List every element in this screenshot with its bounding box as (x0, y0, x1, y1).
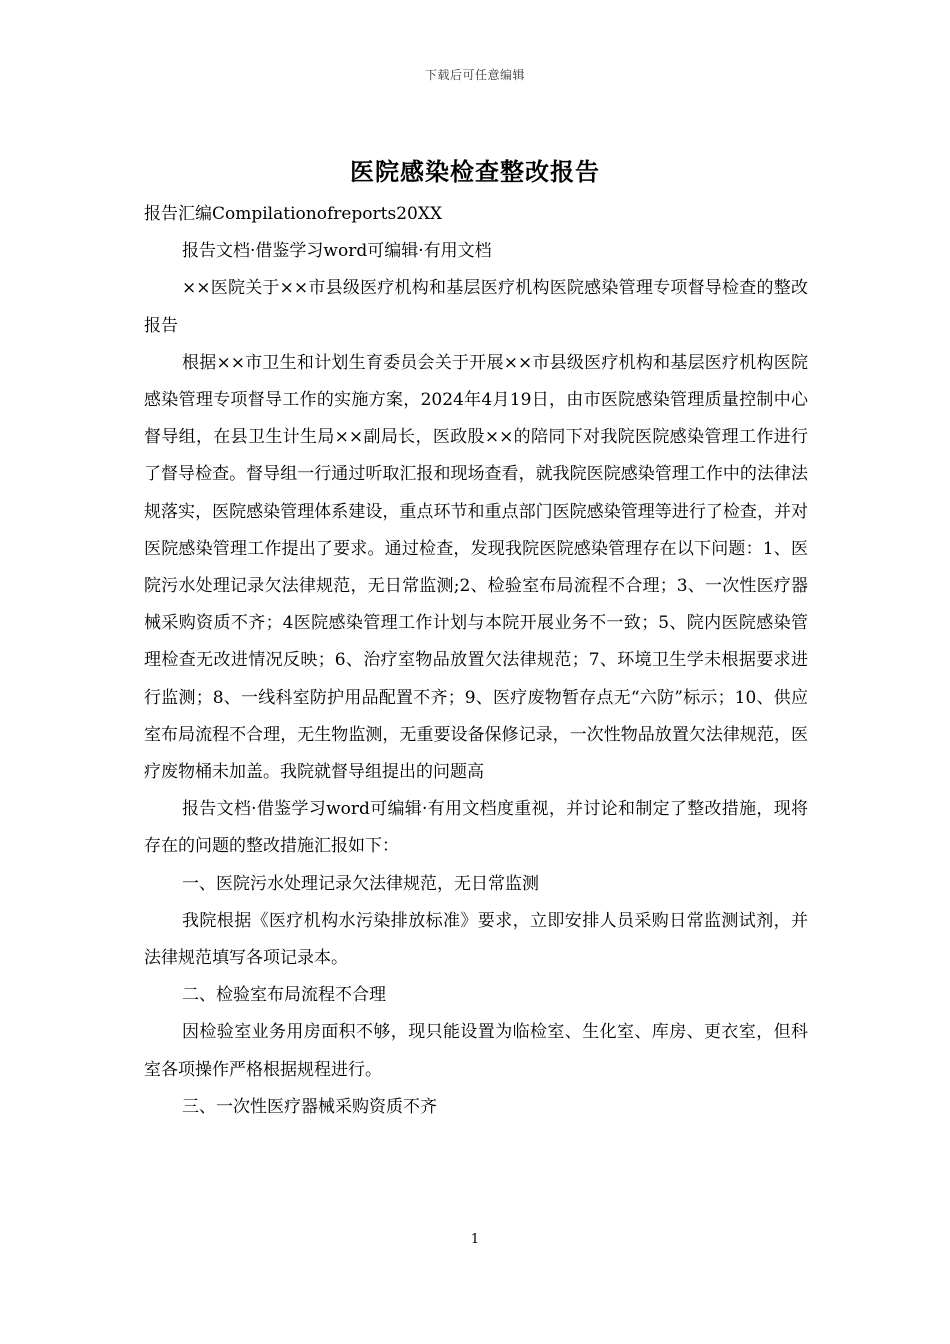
document-title: 医院感染检查整改报告 (350, 157, 600, 186)
section-body-2: 因检验室业务用房面积不够，现只能设置为临检室、生化室、库房、更衣室，但科室各项操作严格根据规程进行。 (144, 1022, 808, 1080)
section-heading-3: 三、一次性医疗器械采购资质不齐 (182, 1096, 437, 1117)
compilation-line: 报告汇编Compilationofreports20XX (144, 204, 443, 224)
document-body (144, 196, 808, 1126)
background-paragraph: 根据××市卫生和计划生育委员会关于开展××市县级医疗机构和基层医疗机构医院感染管理专项督导工作的实施方案，2024年4月19日，由市医院感染管理质量控制中心督导组，在县卫生计生局××副局长，医政股××的陪同下对我院医院感染管理工作进行了督导检查。督导组一行通过听取汇报和现场查看，就我院医院感染管理工作中的法律法规落实，医院感染管理体系建设，重点环节和重点部门医院感染管理等进行了检查，并对医院感染管理工作提出了要求。通过检查，发现我院医院感染管理存在以下问题：1、医院污水处理记录欠法律规范，无日常监测;2、检验室布局流程不合理；3、一次性医疗器械采购资质不齐；4医院感染管理工作计划与本院开展业务不一致；5、院内医院感染管理检查无改进情况反映；6、治疗室物品放置欠法律规范；7、环境卫生学未根据要求进行监测；8、一线科室防护用品配置不齐；9、医疗废物暂存点无“六防”标示；10、供应室布局流程不合理，无生物监测，无重要设备保修记录，一次性物品放置欠法律规范，医疗废物桶未加盖。我院就督导组提出的问题高 (144, 352, 808, 783)
section-body-1: 我院根据《医疗机构水污染排放标准》要求，立即安排人员采购日常监测试剂，并法律规范填写各项记录本。 (144, 910, 808, 969)
report-subject-paragraph: ××医院关于××市县级医疗机构和基层医疗机构医院感染管理专项督导检查的整改报告 (144, 278, 808, 336)
section-heading-1: 一、医院污水处理记录欠法律规范，无日常监测 (182, 873, 539, 894)
document-banner-line: 报告文档·借鉴学习word可编辑·有用文档 (182, 241, 492, 262)
response-paragraph: 报告文档·借鉴学习word可编辑·有用文档度重视，并讨论和制定了整改措施，现将存在的问题的整改措施汇报如下： (144, 799, 808, 857)
page-number: 1 (470, 1232, 480, 1247)
page-header-note: 下载后可任意编辑 (424, 68, 525, 82)
section-heading-2: 二、检验室布局流程不合理 (182, 985, 386, 1006)
